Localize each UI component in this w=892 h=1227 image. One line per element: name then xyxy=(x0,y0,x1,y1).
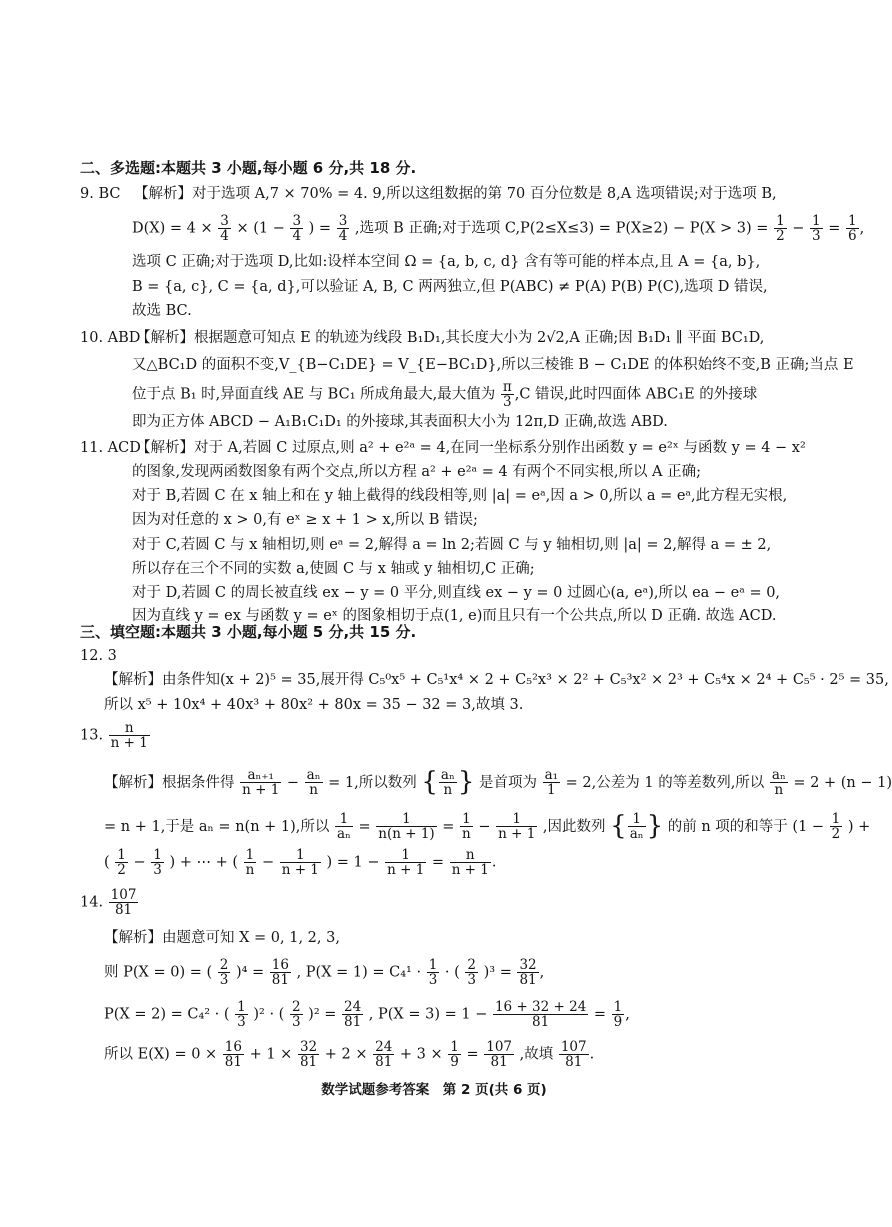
q13-t2a: = n + 1,于是 aₙ = n(n + 1),所以 xyxy=(104,818,330,835)
q13-f1: $\frac{\text{aₙ₊₁}}{n + 1}$ xyxy=(242,767,280,799)
q12-label: 12. 3 xyxy=(80,648,117,664)
q13-brace-right: } xyxy=(457,767,475,797)
q14-t4f: ,故填 xyxy=(519,1046,554,1063)
q13-f14: $\frac{1}{n}$ xyxy=(245,847,255,879)
q13-t3c: ) + ⋯ + ( xyxy=(169,854,239,871)
q13-f17: $\frac{n}{n + 1}$ xyxy=(451,847,489,879)
q13-t3e: ) = 1 − xyxy=(326,854,380,871)
q9-label: 9. BC xyxy=(80,186,121,202)
q9-line-1 xyxy=(80,186,777,203)
q9-t2b: × (1 − xyxy=(236,220,285,237)
q9-t2c: ) = xyxy=(308,220,332,237)
q11-line-6: 所以存在三个不同的实数 a,使圆 C 与 x 轴或 y 轴相切,C 正确; xyxy=(132,561,535,577)
q13-t3f: = xyxy=(431,854,445,871)
q14-t3d: , P(X = 3) = 1 − xyxy=(368,1006,488,1023)
q14-t2b: )⁴ = xyxy=(235,964,265,981)
q14-f1: $\frac{2}{3}$ xyxy=(219,957,229,989)
q11-line-2: 的图象,发现两函数图象有两个交点,所以方程 a² + e²ᵃ = 4 有两个不同实根,所以 A 正确; xyxy=(132,464,702,480)
q13-f2: $\frac{\text{aₙ}}{n}$ xyxy=(306,767,321,799)
q13-t1d: 是首项为 xyxy=(478,774,537,791)
q13-t2h: ) + xyxy=(847,818,871,835)
q13-answer xyxy=(80,721,151,750)
q9-text-1: 【解析】对于选项 A,7 × 70% = 4. 9,所以这组数据的第 70 百分位数是 8,A 选项错误;对于选项 B, xyxy=(134,186,777,202)
q14-f7: $\frac{2}{3}$ xyxy=(291,999,301,1031)
q13-f6: $\frac{1}{\text{aₙ}}$ xyxy=(337,811,351,843)
q13-brace-right-2: } xyxy=(646,811,664,841)
q13-brace-left: { xyxy=(421,767,438,797)
q13-t3a: ( xyxy=(104,854,110,871)
q10-line-2: 又△BC₁D 的面积不变,V_{B−C₁DE} = V_{E−BC₁D},所以三棱锥 B − C₁DE 的体积始终不变,B 正确;当点 E xyxy=(132,357,854,373)
q9-line-3: 选项 C 正确;对于选项 D,比如:设样本空间 Ω = {a, b, c, d} 含有等可能的样本点,且 A = {a, b}, xyxy=(132,254,761,270)
q13-t3g: . xyxy=(491,854,497,871)
q14-t2e: )³ = xyxy=(483,964,512,981)
q14-t2f: , xyxy=(539,964,545,981)
q14-f4: $\frac{2}{3}$ xyxy=(467,957,476,989)
q13-f3: $\frac{\text{aₙ}}{n}$ xyxy=(440,767,455,799)
q10-line-3 xyxy=(132,380,757,409)
q13-t1a: 【解析】根据条件得 xyxy=(104,774,235,791)
q9-fraction-4: $\frac{1}{2}$ xyxy=(776,213,785,245)
q13-f16: $\frac{1}{n + 1}$ xyxy=(387,847,425,879)
q14-f6: $\frac{1}{3}$ xyxy=(237,999,246,1031)
q9-line-4: B = {a, c}, C = {a, d},可以验证 A, B, C 两两独立,但 P(ABC) ≠ P(A) P(B) P(C),选项 D 错误, xyxy=(132,279,768,295)
q13-f11: $\frac{1}{2}$ xyxy=(831,811,841,843)
q9-line-5: 故选 BC. xyxy=(132,303,192,319)
q10-line-1 xyxy=(80,330,764,347)
q14-t4d: + 3 × xyxy=(399,1046,443,1063)
q14-f8: $\frac{24}{81}$ xyxy=(344,999,362,1031)
q10-t3b: ,C 错误,此时四面体 ABC₁E 的外接球 xyxy=(514,386,758,403)
q9-fraction-1: $\frac{3}{4}$ xyxy=(220,213,229,245)
q11-line-4: 因为对任意的 x > 0,有 eˣ ≥ x + 1 > x,所以 B 错误; xyxy=(132,512,478,528)
q13-line-1 xyxy=(104,768,892,798)
q9-t2g: , xyxy=(859,220,865,237)
q13-t1b: − xyxy=(286,774,300,791)
q11-line-7: 对于 D,若圆 C 的周长被直线 ex − y = 0 平分,则直线 ex − y = 0 过圆心(a, eᵃ),所以 ea − eᵃ = 0, xyxy=(132,585,781,601)
q13-f7: $\frac{1}{n(n + 1)}$ xyxy=(378,811,435,843)
q14-t2c: , P(X = 1) = C₄¹ · xyxy=(296,964,422,981)
q9-fraction-5: $\frac{1}{3}$ xyxy=(812,213,821,245)
q13-answer-fraction: $\frac{n}{n + 1}$ xyxy=(110,720,148,752)
q14-line-4 xyxy=(104,1040,594,1069)
q9-t2f: = xyxy=(828,220,841,237)
q11-line-5: 对于 C,若圆 C 与 x 轴相切,则 eᵃ = 2,解得 a = ln 2;若圆 C 与 y 轴相切,则 |a| = 2,解得 a = ± 2, xyxy=(132,537,772,553)
q13-label: 13. xyxy=(80,727,104,744)
q14-t3c: )² = xyxy=(308,1006,337,1023)
q14-f5: $\frac{32}{81}$ xyxy=(519,957,537,989)
q13-t1c: = 1,所以数列 xyxy=(328,774,417,791)
q14-t3e: = xyxy=(593,1006,607,1023)
q14-t4b: + 1 × xyxy=(249,1046,293,1063)
q9-fraction-3: $\frac{3}{4}$ xyxy=(338,213,348,245)
q13-f4: $\frac{\text{a₁}}{1}$ xyxy=(544,767,559,799)
q14-label: 14. xyxy=(80,894,104,911)
q13-t2f: 的前 n 项的和等于 xyxy=(667,818,788,835)
q10-text-1: 【解析】根据题意可知点 E 的轨迹为线段 B₁D₁,其长度大小为 2√2,A 正确;因 B₁D₁ ∥ 平面 BC₁D, xyxy=(136,330,765,346)
q12-line-1: 【解析】由条件知(x + 2)⁵ = 35,展开得 C₅⁰x⁵ + C₅¹x⁴ × 2 + C₅²x³ × 2² + C₅³x² × 2³ + C₅⁴x × 2⁴ + C₅⁵ · 2⁵ = 35, xyxy=(104,672,889,688)
q10-label: 10. ABD xyxy=(80,330,141,346)
section-heading-fill-in: 三、填空题:本题共 3 小题,每小题 5 分,共 15 分. xyxy=(80,623,417,641)
q10-fraction-pi-3: $\frac{\pi}{3}$ xyxy=(502,379,512,411)
q14-t4a: 所以 E(X) = 0 × xyxy=(104,1046,218,1063)
q13-t3b: − xyxy=(133,854,146,871)
q13-t2g: (1 − xyxy=(792,818,825,835)
q14-t3f: , xyxy=(625,1006,630,1023)
q13-f10: $\frac{1}{\text{aₙ}}$ xyxy=(629,811,644,843)
q13-f8: $\frac{1}{n}$ xyxy=(462,811,471,843)
q14-answer-fraction: $\frac{107}{81}$ xyxy=(110,887,137,919)
q13-t2c: = xyxy=(442,818,455,835)
q13-line-3 xyxy=(104,848,496,877)
q14-f15: $\frac{107}{81}$ xyxy=(486,1039,513,1071)
q14-f3: $\frac{1}{3}$ xyxy=(428,957,438,989)
q13-f5: $\frac{\text{aₙ}}{n}$ xyxy=(771,767,786,799)
q14-f12: $\frac{32}{81}$ xyxy=(299,1039,318,1071)
q9-line-2 xyxy=(132,214,864,243)
q12-line-2: 所以 x⁵ + 10x⁴ + 40x³ + 80x² + 80x = 35 − 32 = 3,故填 3. xyxy=(104,697,524,713)
q14-f9: $\frac{16 + 32 + 24}{81}$ xyxy=(494,999,587,1031)
q14-t4g: . xyxy=(589,1046,595,1063)
q14-f16: $\frac{107}{81}$ xyxy=(560,1039,587,1071)
q13-f9: $\frac{1}{n + 1}$ xyxy=(498,811,536,843)
q11-line-8: 因为直线 y = ex 与函数 y = eˣ 的图象相切于点(1, e)而且只有一个公共点,所以 D 正确. 故选 ACD. xyxy=(132,608,777,624)
q10-t3a: 位于点 B₁ 时,异面直线 AE 与 BC₁ 所成角最大,最大值为 xyxy=(132,386,496,403)
q14-t2d: · ( xyxy=(444,964,460,981)
q13-f15: $\frac{1}{n + 1}$ xyxy=(281,847,319,879)
q14-answer xyxy=(80,888,139,917)
q14-t3b: )² · ( xyxy=(253,1006,285,1023)
page-footer: 数学试题参考答案 第 2 页(共 6 页) xyxy=(321,1082,547,1098)
q11-line-1 xyxy=(80,440,806,457)
q14-t4c: + 2 × xyxy=(324,1046,368,1063)
q9-t2a: D(X) = 4 × xyxy=(132,220,213,237)
q13-brace-left-2: { xyxy=(610,811,627,841)
q13-t1f: = 2 + (n − 1) xyxy=(793,774,892,791)
q13-t2d: − xyxy=(478,818,491,835)
q13-line-2 xyxy=(104,812,870,842)
q14-line-3 xyxy=(104,1000,630,1029)
q14-t4e: = xyxy=(466,1046,479,1063)
q14-line-1: 【解析】由题意可知 X = 0, 1, 2, 3, xyxy=(104,930,340,946)
q14-f14: $\frac{1}{9}$ xyxy=(450,1039,459,1071)
q11-text-1: 【解析】对于 A,若圆 C 过原点,则 a² + e²ᵃ = 4,在同一坐标系分别作出函数 y = e²ˣ 与函数 y = 4 − x² xyxy=(136,440,806,456)
q9-t2e: − xyxy=(792,220,805,237)
q14-f2: $\frac{16}{81}$ xyxy=(271,957,289,989)
q14-f11: $\frac{16}{81}$ xyxy=(224,1039,242,1071)
q14-line-2 xyxy=(104,958,544,987)
q13-t3d: − xyxy=(261,854,275,871)
q14-f10: $\frac{1}{9}$ xyxy=(613,999,623,1031)
q13-t2b: = xyxy=(358,818,371,835)
q13-t1e: = 2,公差为 1 的等差数列,所以 xyxy=(565,774,765,791)
q9-fraction-6: $\frac{1}{6}$ xyxy=(848,213,857,245)
q13-f12: $\frac{1}{2}$ xyxy=(117,847,126,879)
q9-t2d: ,选项 B 正确;对于选项 C,P(2≤X≤3) = P(X≥2) − P(X > 3) = xyxy=(354,220,769,237)
q14-f13: $\frac{24}{81}$ xyxy=(375,1039,393,1071)
q11-label: 11. ACD xyxy=(80,440,141,456)
q13-f13: $\frac{1}{3}$ xyxy=(153,847,162,879)
section-heading-multiple-choice: 二、多选题:本题共 3 小题,每小题 6 分,共 18 分. xyxy=(80,159,417,177)
q14-t2a: 则 P(X = 0) = ( xyxy=(104,964,213,981)
q14-t3a: P(X = 2) = C₄² · ( xyxy=(104,1006,230,1023)
q10-line-4: 即为正方体 ABCD − A₁B₁C₁D₁ 的外接球,其表面积大小为 12π,D 正确,故选 ABD. xyxy=(132,414,668,430)
q9-fraction-2: $\frac{3}{4}$ xyxy=(292,213,302,245)
q13-t2e: ,因此数列 xyxy=(542,818,606,835)
q11-line-3: 对于 B,若圆 C 在 x 轴上和在 y 轴上截得的线段相等,则 |a| = eᵃ,因 a > 0,所以 a = eᵃ,此方程无实根, xyxy=(132,488,788,504)
